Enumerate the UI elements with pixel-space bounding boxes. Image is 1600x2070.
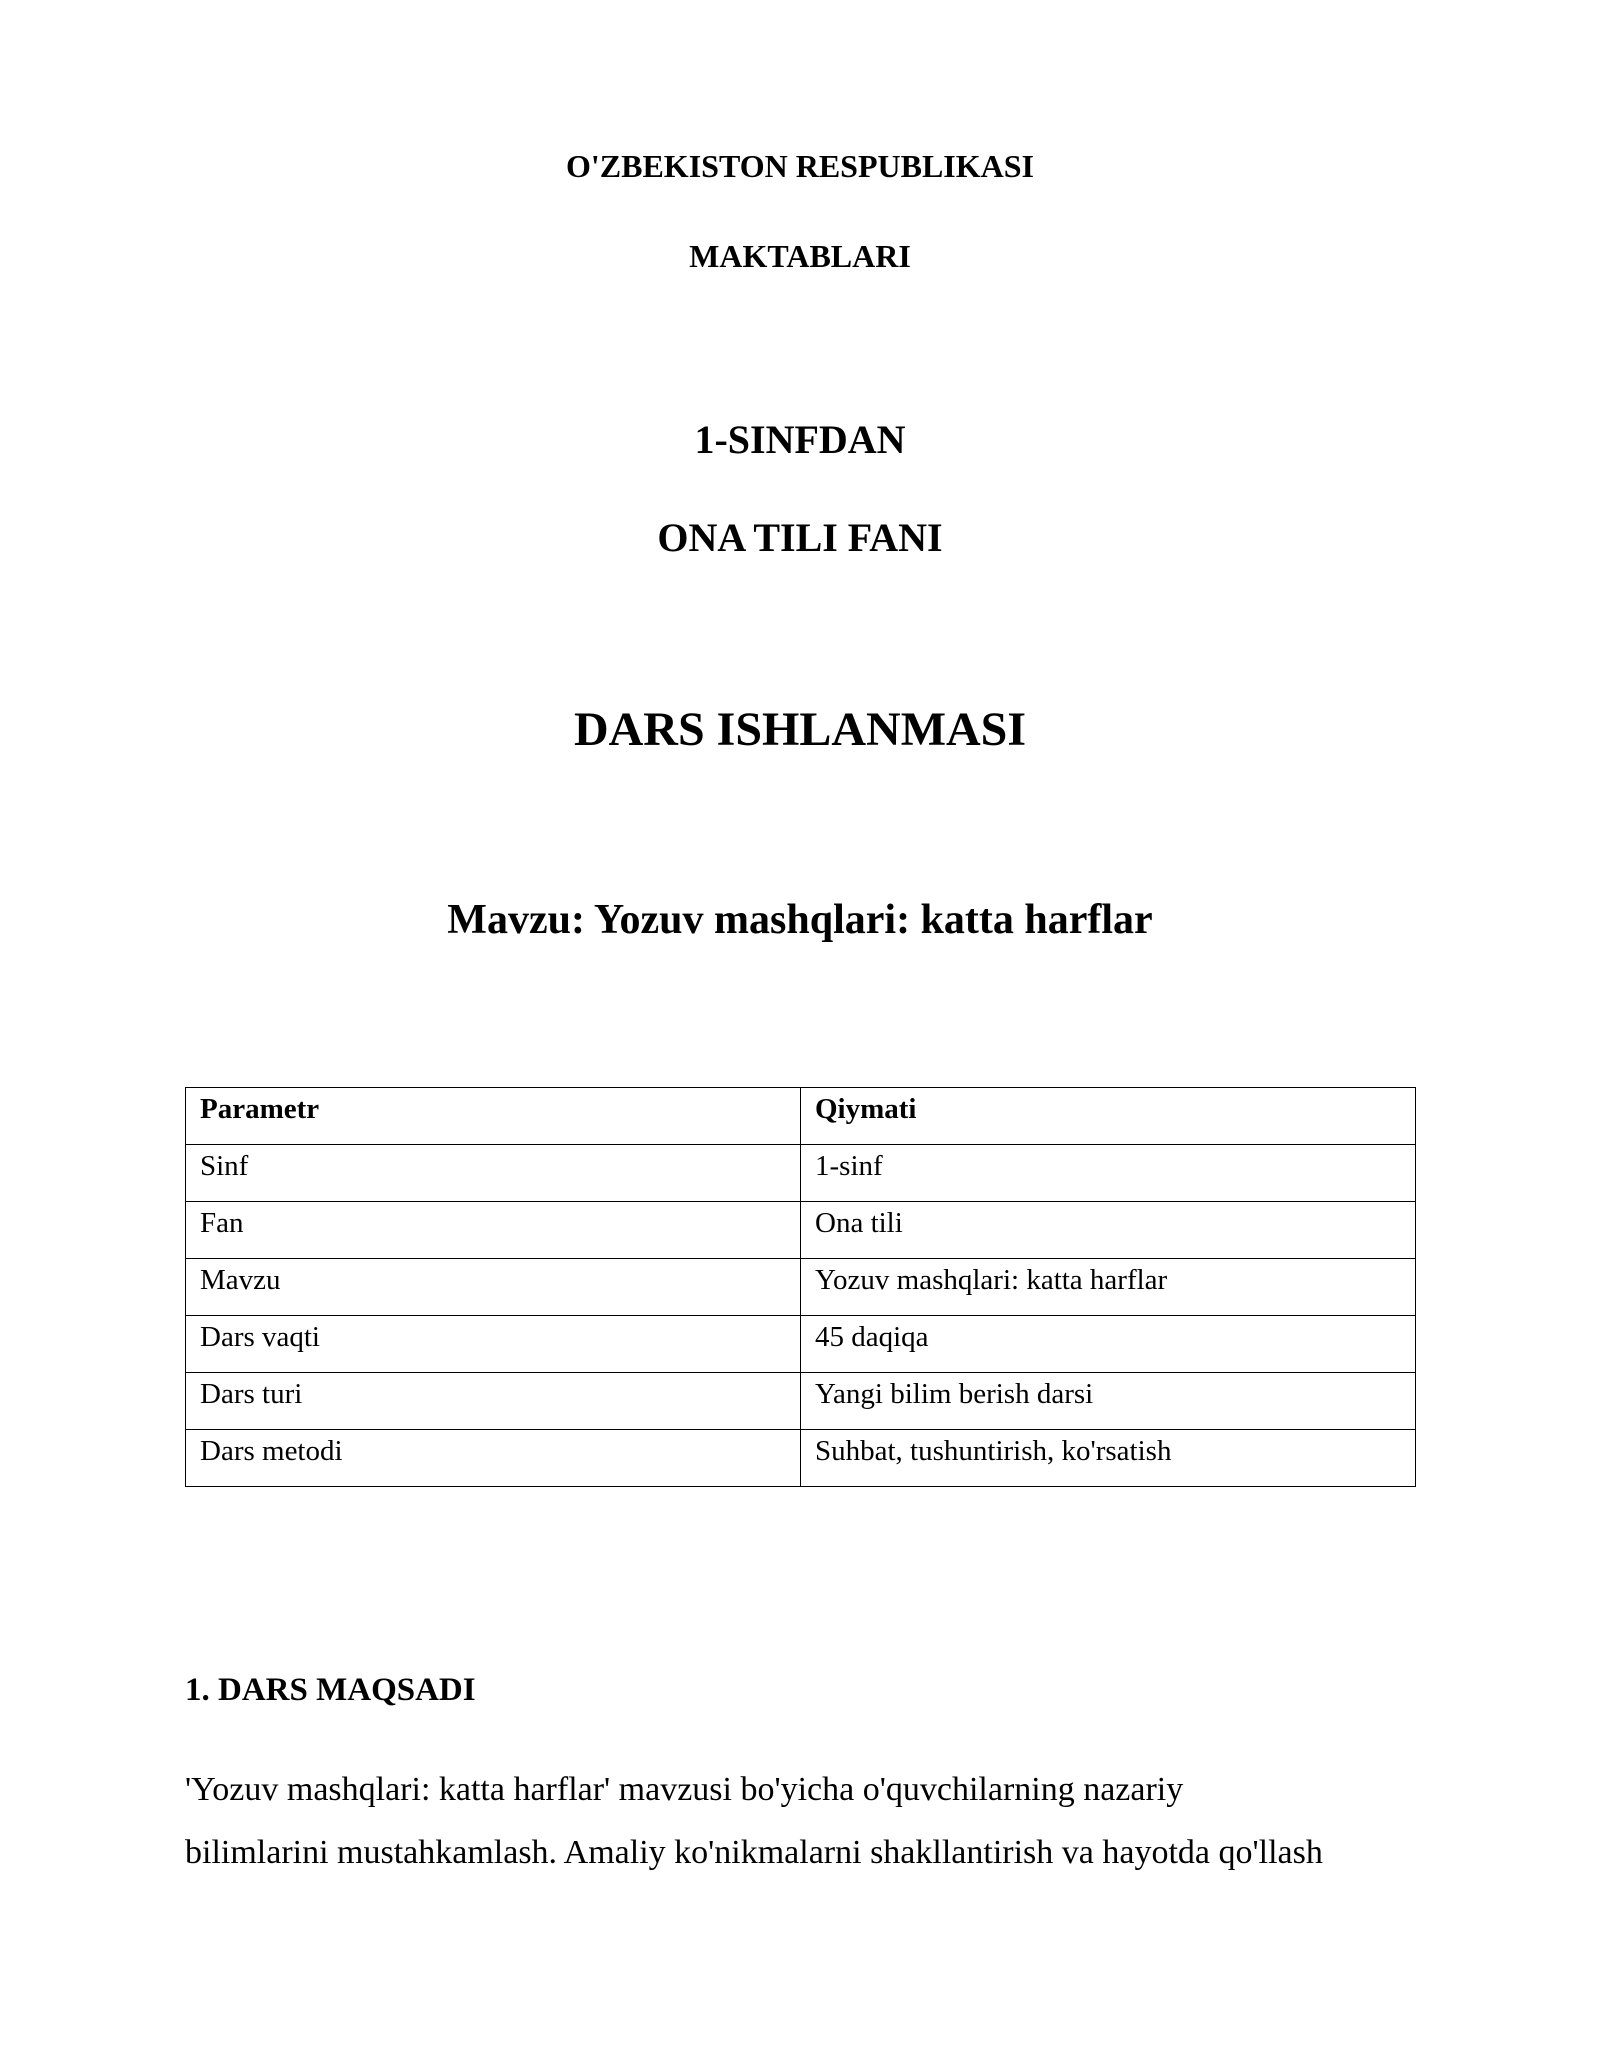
org-title-line1: O'ZBEKISTON RESPUBLIKASI bbox=[565, 148, 1034, 184]
lesson-parameters-table bbox=[185, 1087, 1416, 1487]
table-row bbox=[186, 1373, 1416, 1430]
table-row bbox=[186, 1316, 1416, 1373]
grade-heading: 1-SINFDAN bbox=[694, 417, 906, 462]
subject-heading: ONA TILI FANI bbox=[657, 515, 943, 560]
table-cell-value: Ona tili bbox=[801, 1202, 1416, 1259]
table-cell-value: Yozuv mashqlari: katta harflar bbox=[801, 1259, 1416, 1316]
paragraph-line: 'Yozuv mashqlari: katta harflar' mavzusi bo'yicha o'quvchilarning nazariy bbox=[185, 1771, 1184, 1808]
table-row bbox=[186, 1259, 1416, 1316]
table-cell-parameter: Dars metodi bbox=[186, 1430, 801, 1487]
section-title-lesson-goal: 1. DARS MAQSADI bbox=[185, 1672, 476, 1708]
document-title: DARS ISHLANMASI bbox=[573, 703, 1027, 756]
table-cell-value: Suhbat, tushuntirish, ko'rsatish bbox=[801, 1430, 1416, 1487]
table-row bbox=[186, 1145, 1416, 1202]
topic-heading: Mavzu: Yozuv mashqlari: katta harflar bbox=[447, 897, 1153, 943]
table-cell-parameter: Mavzu bbox=[186, 1259, 801, 1316]
table-cell-parameter: Dars turi bbox=[186, 1373, 801, 1430]
table-cell-parameter: Fan bbox=[186, 1202, 801, 1259]
table-cell-value: 1-sinf bbox=[801, 1145, 1416, 1202]
org-title-line2: MAKTABLARI bbox=[689, 238, 911, 274]
column-header-value: Qiymati bbox=[801, 1088, 1416, 1145]
lesson-goal-paragraph bbox=[185, 1758, 1435, 1884]
column-header-parameter: Parametr bbox=[186, 1088, 801, 1145]
table-header-row bbox=[186, 1088, 1416, 1145]
table-cell-value: Yangi bilim berish darsi bbox=[801, 1373, 1416, 1430]
table-row bbox=[186, 1430, 1416, 1487]
table-cell-parameter: Dars vaqti bbox=[186, 1316, 801, 1373]
paragraph-line: bilimlarini mustahkamlash. Amaliy ko'nikmalarni shakllantirish va hayotda qo'llash bbox=[185, 1834, 1323, 1871]
table-cell-value: 45 daqiqa bbox=[801, 1316, 1416, 1373]
table-row bbox=[186, 1202, 1416, 1259]
table-cell-parameter: Sinf bbox=[186, 1145, 801, 1202]
